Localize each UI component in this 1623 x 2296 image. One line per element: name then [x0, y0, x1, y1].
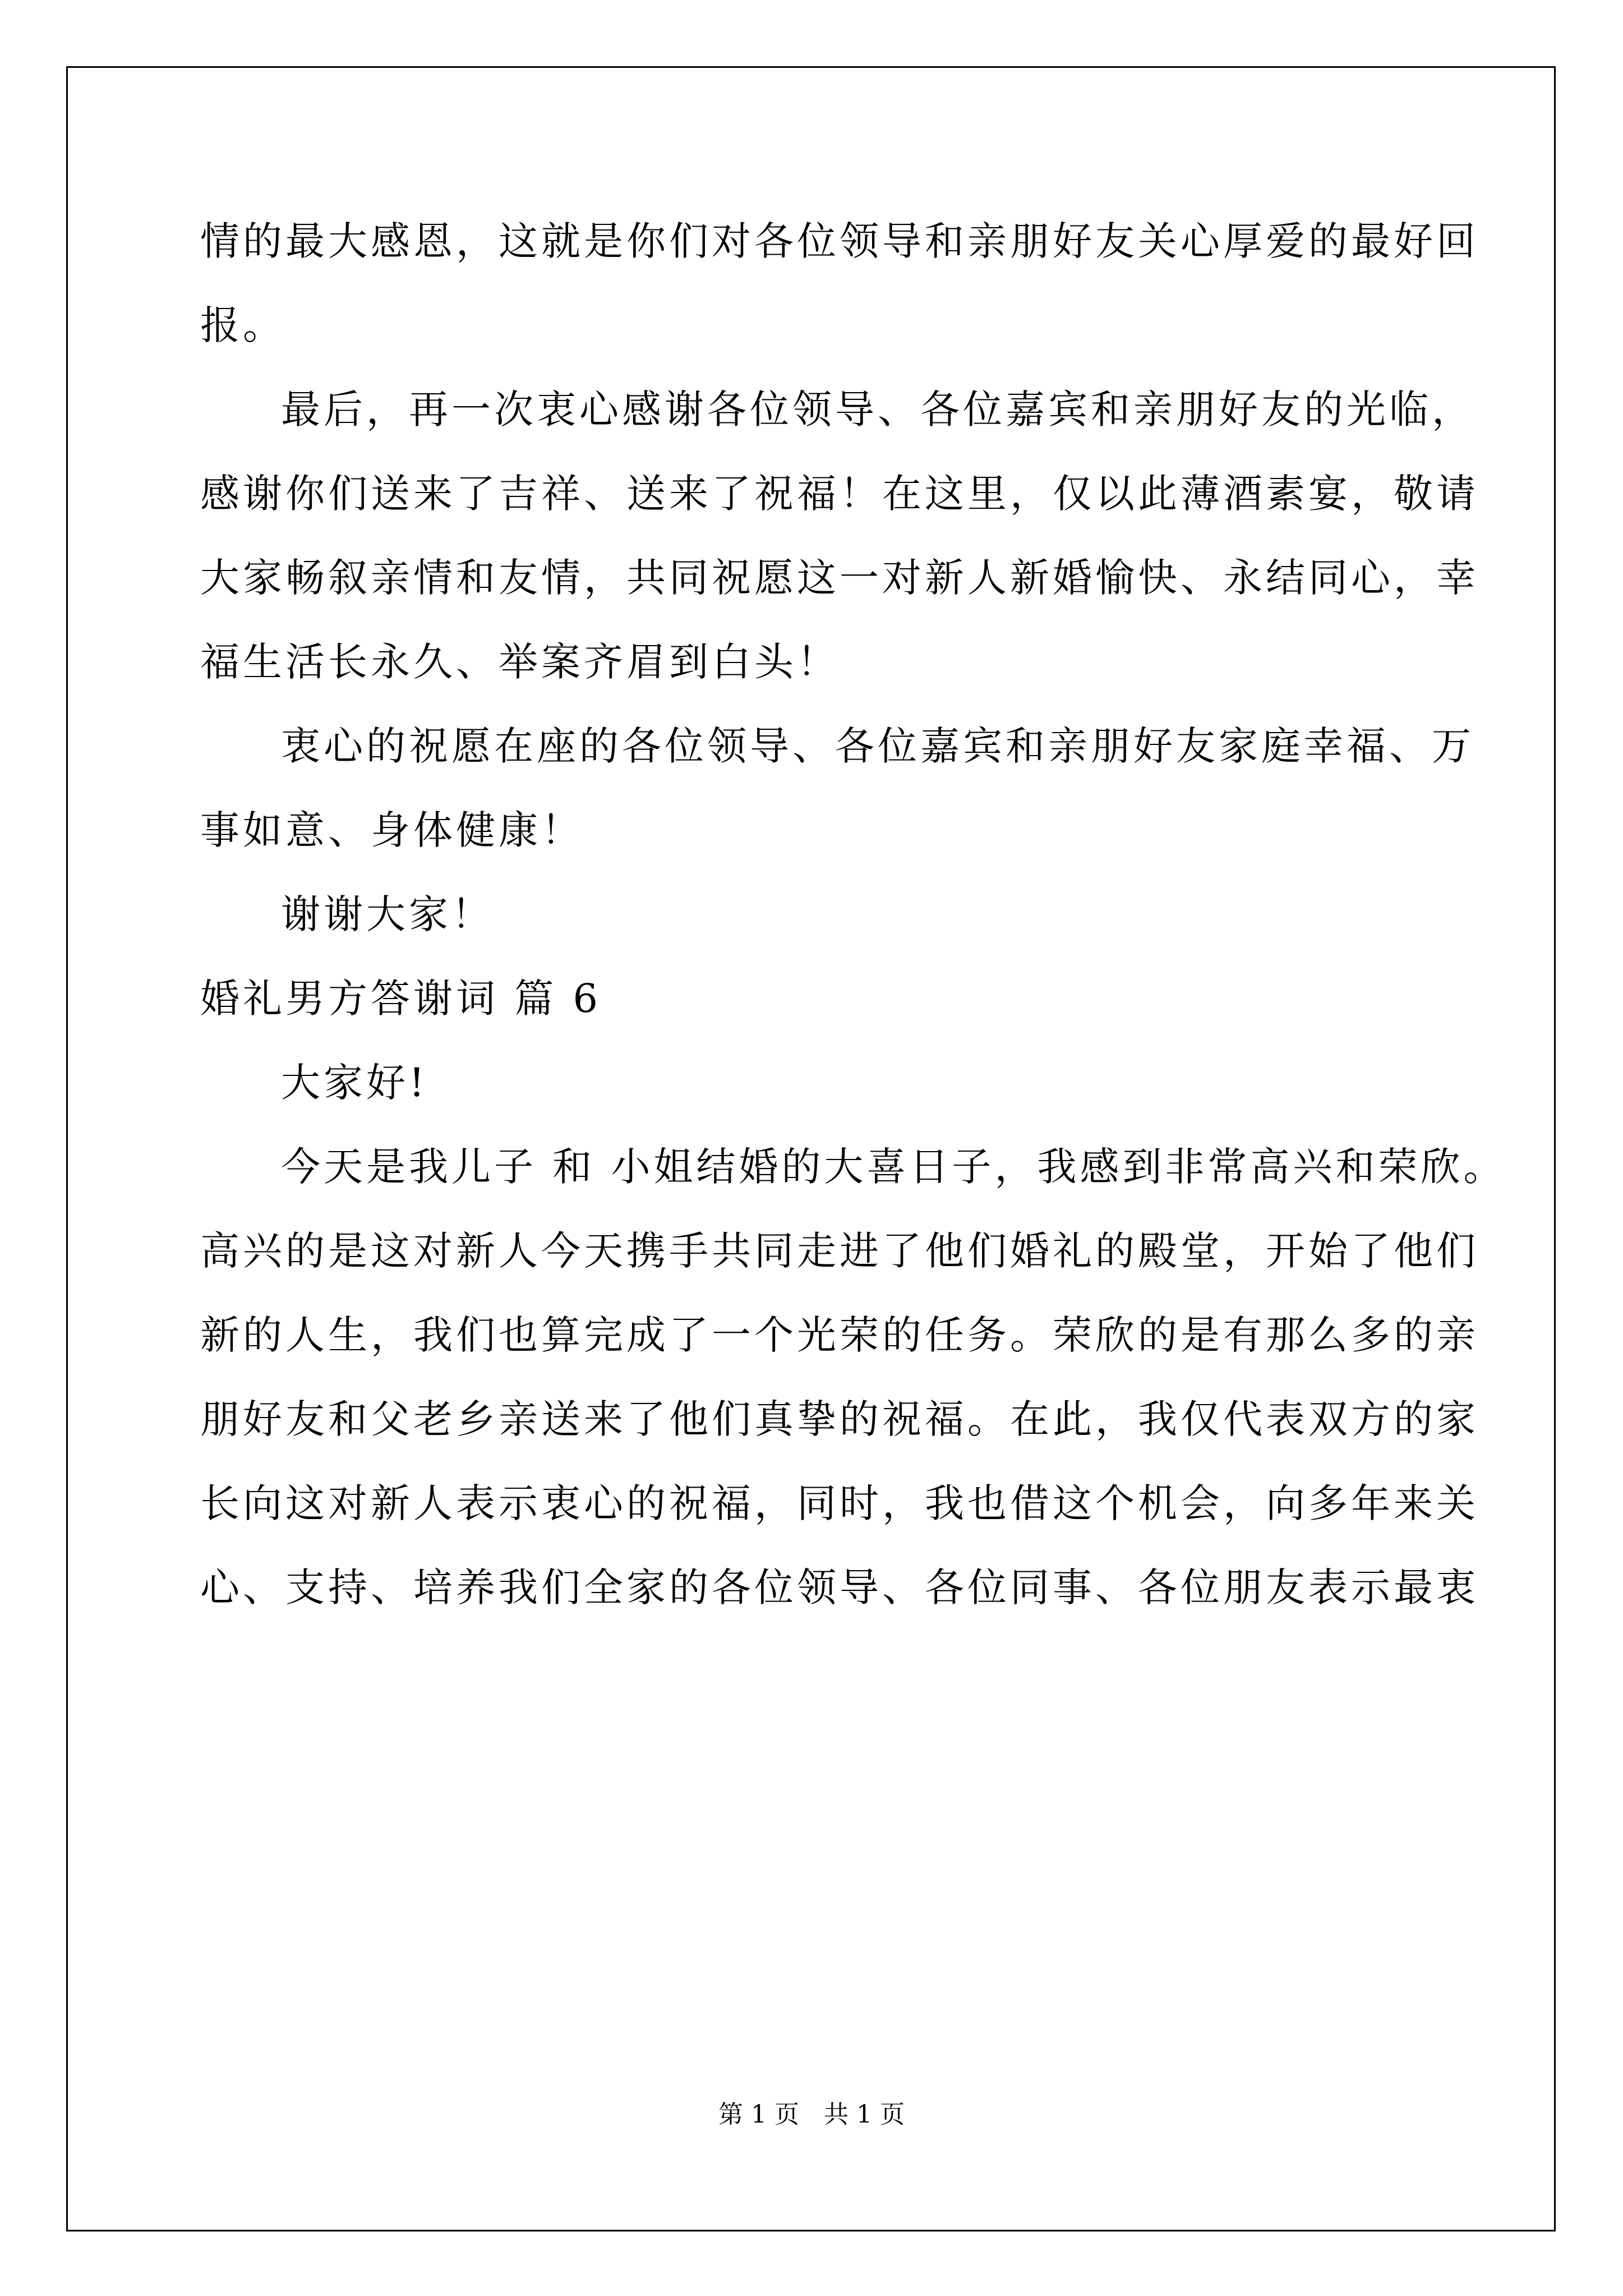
- paragraph-line: 朋好友和父老乡亲送来了他们真挚的祝福。在此，我仅代表双方的家: [200, 1396, 1479, 1442]
- paragraph-line: 高兴的是这对新人今天携手共同走进了他们婚礼的殿堂，开始了他们: [200, 1228, 1479, 1274]
- paragraph-line: 情的最大感恩，这就是你们对各位领导和亲朋好友关心厚爱的最好回: [200, 218, 1479, 264]
- paragraph-line: 报。: [200, 302, 285, 348]
- paragraph-line: 心、支持、培养我们全家的各位领导、各位同事、各位朋友表示最衷: [200, 1565, 1479, 1611]
- paragraph-line: 今天是我儿子 和 小姐结婚的大喜日子，我感到非常高兴和荣欣。: [281, 1144, 1506, 1190]
- page-number: 第 1 页: [718, 2100, 799, 2129]
- paragraph-line: 最后，再一次衷心感谢各位领导、各位嘉宾和亲朋好友的光临，: [281, 386, 1474, 432]
- paragraph-line: 事如意、身体健康！: [200, 807, 584, 853]
- page-total: 共 1 页: [824, 2100, 905, 2129]
- page-footer: [0, 2101, 1623, 2129]
- document-body: [200, 218, 1506, 1652]
- paragraph-line: 衷心的祝愿在座的各位领导、各位嘉宾和亲朋好友家庭幸福、万: [281, 723, 1474, 769]
- paragraph-line: 大家好!: [281, 1060, 428, 1106]
- paragraph-line: 谢谢大家！: [281, 891, 494, 937]
- paragraph-line: 大家畅叙亲情和友情，共同祝愿这一对新人新婚愉快、永结同心，幸: [200, 555, 1479, 601]
- paragraph-line: 感谢你们送来了吉祥、送来了祝福！在这里，仅以此薄酒素宴，敬请: [200, 471, 1479, 517]
- paragraph-line: 新的人生，我们也算完成了一个光荣的任务。荣欣的是有那么多的亲: [200, 1312, 1479, 1358]
- section-heading: 婚礼男方答谢词 篇 6: [200, 976, 602, 1022]
- paragraph-line: 福生活长永久、举案齐眉到白头！: [200, 639, 840, 685]
- paragraph-line: 长向这对新人表示衷心的祝福，同时，我也借这个机会，向多年来关: [200, 1480, 1479, 1526]
